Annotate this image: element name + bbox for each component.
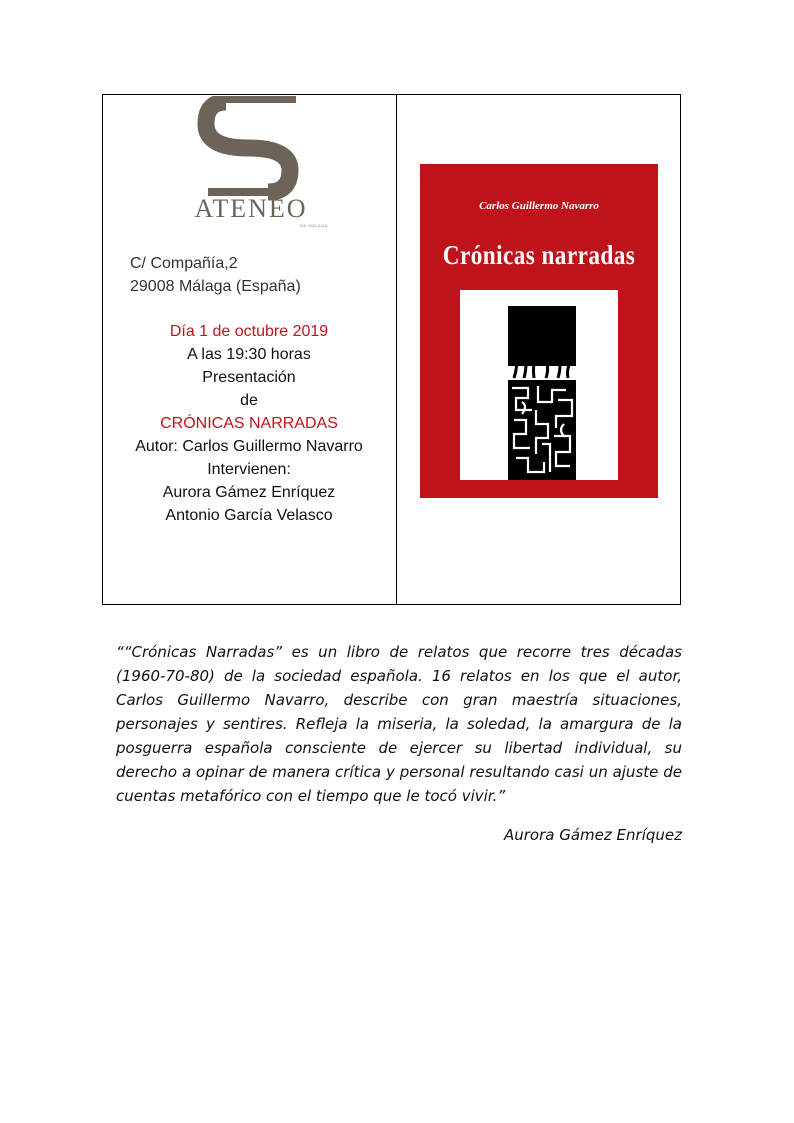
cover-author: Carlos Guillermo Navarro [479,200,599,212]
logo-subtitle: DE MÁLAGA [300,223,328,228]
event-date: Día 1 de octubre 2019 [169,323,329,340]
address-city: 29008 Málaga (España) [130,278,301,295]
event-speaker: Antonio García Velasco [165,507,333,524]
review-quote: ““Crónicas Narradas” es un libro de relatos que recorre tres décadas (1960-70-80) de la sociedad española. 16 relatos en los que el autor, Carlos Guillermo Navarro, describe con gran maestría situaciones, personajes y sentires. Refleja la miseria, la soledad, la amargura de la posguerra española consciente de ejercer su libertad individual, su derecho a opinar de manera crítica y personal resultando casi un ajuste de cuentas metafórico con el tiempo que le tocó vivir.” [116,643,682,805]
event-speakers-heading: Intervienen: [207,461,291,478]
event-preposition: de [240,392,258,409]
event-book-title: CRÓNICAS NARRADAS [160,415,338,432]
event-time: A las 19:30 horas [187,346,311,363]
cover-title: Crónicas narradas [442,240,636,270]
book-cover [420,164,658,498]
quote-signature: Aurora Gámez Enríquez [504,826,682,844]
event-type: Presentación [202,369,296,386]
card-divider [396,94,397,605]
cover-maze-art-icon [508,306,576,480]
event-author: Autor: Carlos Guillermo Navarro [135,438,363,455]
event-speaker: Aurora Gámez Enríquez [162,484,336,501]
logo-wordmark: ATENEO [194,194,308,223]
address-street: C/ Compañía,2 [130,255,238,272]
cover-art-panel [460,290,618,480]
event-info [104,320,394,527]
